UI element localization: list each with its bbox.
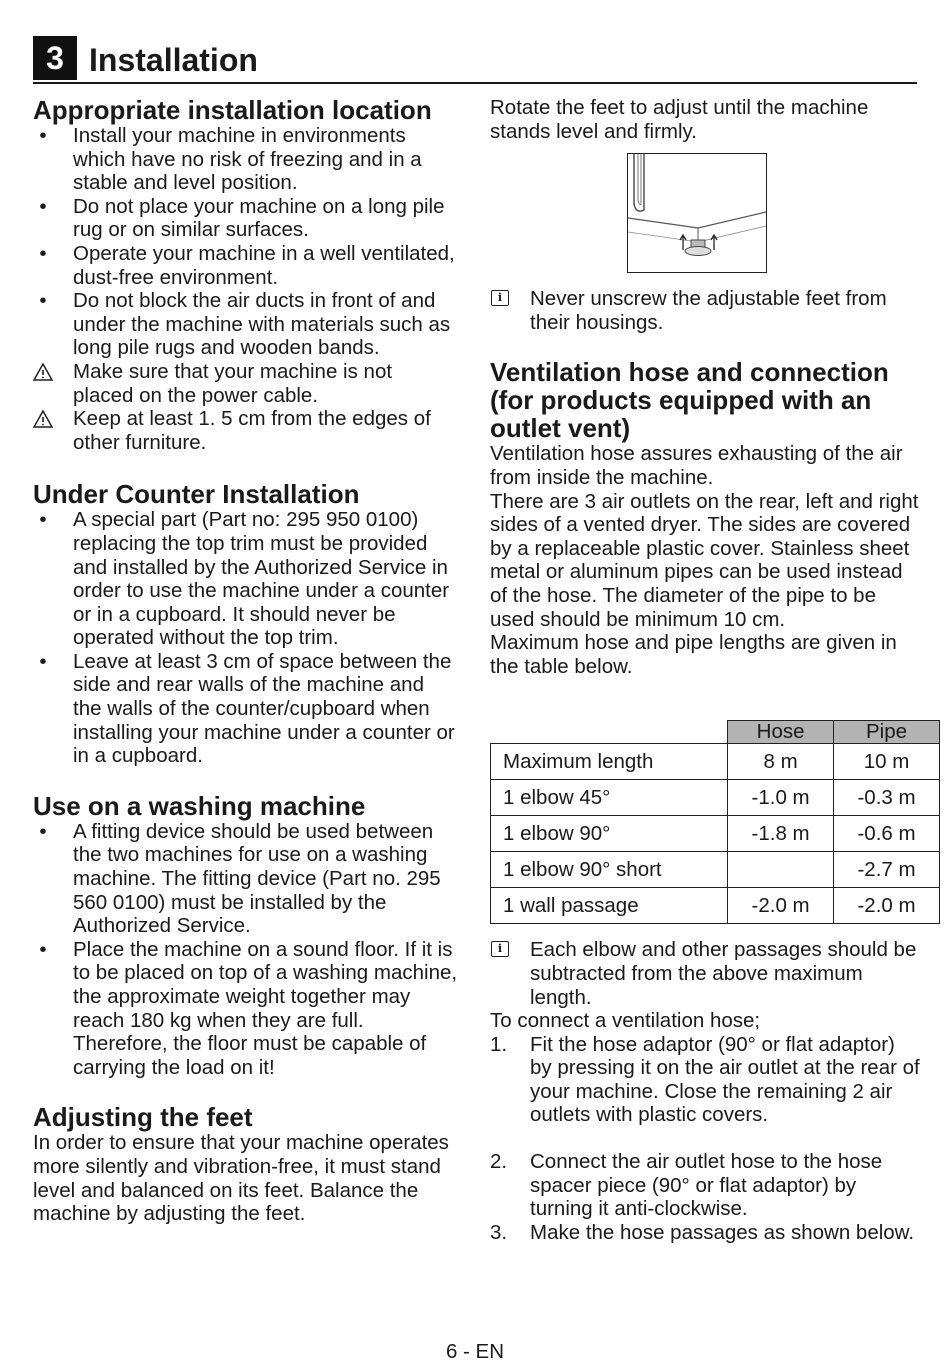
bullet-icon: • — [39, 241, 47, 265]
row-label: 1 elbow 90° — [491, 816, 728, 852]
ventilation-heading: Ventilation hose and connection (for products equipped with an outlet vent) — [490, 357, 889, 444]
feet-note: i Never unscrew the adjustable feet from their housings. — [490, 287, 920, 334]
pipe-value: -0.6 m — [834, 816, 940, 852]
warning-icon — [33, 409, 53, 429]
table-row — [491, 888, 940, 924]
right-column — [490, 96, 920, 1244]
under-counter-section — [33, 480, 458, 768]
hose-value: 8 m — [728, 744, 834, 780]
page-number: 6 - EN — [445, 1340, 505, 1363]
ventilation-paragraph: Ventilation hose assures exhausting of the air from inside the machine. — [490, 442, 903, 489]
ventilation-paragraph: Maximum hose and pipe lengths are given in the table below. — [490, 631, 897, 678]
under-counter-heading: Under Counter Installation — [33, 479, 360, 510]
table-row — [491, 780, 940, 816]
chapter-header — [33, 36, 917, 84]
info-icon: i — [491, 290, 509, 306]
list-item: • Do not place your machine on a long pile rug or on similar surfaces. — [33, 195, 458, 242]
list-item: • Do not block the air ducts in front of and under the machine with materials such as long pile rugs and wooden bands. — [33, 289, 458, 360]
washing-heading: Use on a washing machine — [33, 790, 366, 821]
bullet-icon: • — [39, 937, 47, 961]
ventilation-paragraph: There are 3 air outlets on the rear, left and right sides of a vented dryer. The sides are covered by a replaceable plastic cover. Stainless sheet metal or aluminum pipes can be used instead of the hose. The diameter of the pipe to be used should be minimum 10 cm. — [490, 489, 919, 631]
step-item: 3. Make the hose passages as shown below. — [490, 1220, 915, 1244]
hose-value — [728, 852, 834, 888]
step-item: 1. Fit the hose adaptor (90° or flat adaptor) by pressing it on the air outlet at the rear of your machine. Close the remaining 2 air outlets with plastic covers. — [490, 1032, 920, 1127]
hose-value: -1.0 m — [728, 780, 834, 816]
steps-list — [490, 1033, 920, 1245]
feet-text: In order to ensure that your machine operates more silently and vibration-free, it must stand level and balanced on its feet. Balance the machine by adjusting the feet. — [33, 1131, 449, 1226]
info-icon: i — [491, 941, 509, 957]
bullet-icon: • — [39, 194, 47, 218]
bullet-icon: • — [39, 289, 47, 313]
row-label: Maximum length — [491, 744, 728, 780]
step-number: 1. — [490, 1032, 508, 1056]
pipe-value: -2.7 m — [834, 852, 940, 888]
pipe-value: -0.3 m — [834, 780, 940, 816]
list-item: • A special part (Part no: 295 950 0100) replacing the top trim must be provided and installed by the Authorized Service in order to use the machine under a counter or in a cupboard. It should never be operated without the top trim. — [33, 508, 458, 650]
location-list — [33, 124, 458, 454]
bullet-icon: • — [39, 508, 47, 532]
feet-heading: Adjusting the feet — [33, 1102, 253, 1133]
table-header-row — [491, 721, 940, 744]
list-item: • Operate your machine in a well ventilated, dust-free environment. — [33, 242, 458, 289]
hose-value: -2.0 m — [728, 888, 834, 924]
bullet-icon: • — [39, 819, 47, 843]
list-item: • Leave at least 3 cm of space between the side and rear walls of the machine and the walls of the counter/cupboard when installing your machine under a counter or in a cupboard. — [33, 650, 458, 768]
left-column — [33, 96, 458, 1226]
bullet-icon: • — [39, 124, 47, 147]
row-label: 1 elbow 45° — [491, 780, 728, 816]
location-section — [33, 96, 458, 454]
pipe-value: -2.0 m — [834, 888, 940, 924]
chapter-number: 3 — [33, 36, 77, 80]
ventilation-section — [490, 358, 920, 1244]
table-row — [491, 852, 940, 888]
feet-illustration — [627, 153, 767, 273]
pipe-value: 10 m — [834, 744, 940, 780]
row-label: 1 elbow 90° short — [491, 852, 728, 888]
feet-section — [33, 1103, 458, 1225]
column-header-hose: Hose — [728, 721, 834, 744]
chapter-title: Installation — [89, 42, 258, 78]
hose-value: -1.8 m — [728, 816, 834, 852]
length-table — [490, 720, 940, 924]
location-heading: Appropriate installation location — [33, 95, 432, 125]
step-number: 3. — [490, 1220, 508, 1244]
table-note: i Each elbow and other passages should be subtracted from the above maximum length. — [490, 938, 920, 1009]
rotate-text: Rotate the feet to adjust until the machine stands level and firmly. — [490, 96, 869, 143]
warning-icon — [33, 362, 53, 382]
step-number: 2. — [490, 1150, 508, 1174]
column-header-pipe: Pipe — [834, 721, 940, 744]
feet-illustration-drawing — [628, 154, 766, 272]
step-item: 2. Connect the air outlet hose to the hose spacer piece (90° or flat adaptor) by turning it anti-clockwise. — [490, 1150, 883, 1221]
list-item: • A fitting device should be used between the two machines for use on a washing machine. The fitting device (Part no. 295 560 0100) must be installed by the Authorized Service. — [33, 820, 458, 938]
table-row — [491, 816, 940, 852]
warning-item: Keep at least 1. 5 cm from the edges of other furniture. — [33, 407, 458, 454]
list-item: • Place the machine on a sound floor. If it is to be placed on top of a washing machine, the approximate weight together may reach 180 kg when they are full. Therefore, the floor must be capable of carrying the load on it! — [33, 938, 458, 1080]
connect-intro: To connect a ventilation hose; — [490, 1009, 761, 1033]
row-label: 1 wall passage — [491, 888, 728, 924]
table-row — [491, 744, 940, 780]
washing-section — [33, 792, 458, 1080]
list-item: • Install your machine in environments which have no risk of freezing and in a stable and level position. — [33, 124, 458, 195]
warning-item: Make sure that your machine is not placed on the power cable. — [33, 360, 458, 407]
bullet-icon: • — [39, 649, 47, 673]
